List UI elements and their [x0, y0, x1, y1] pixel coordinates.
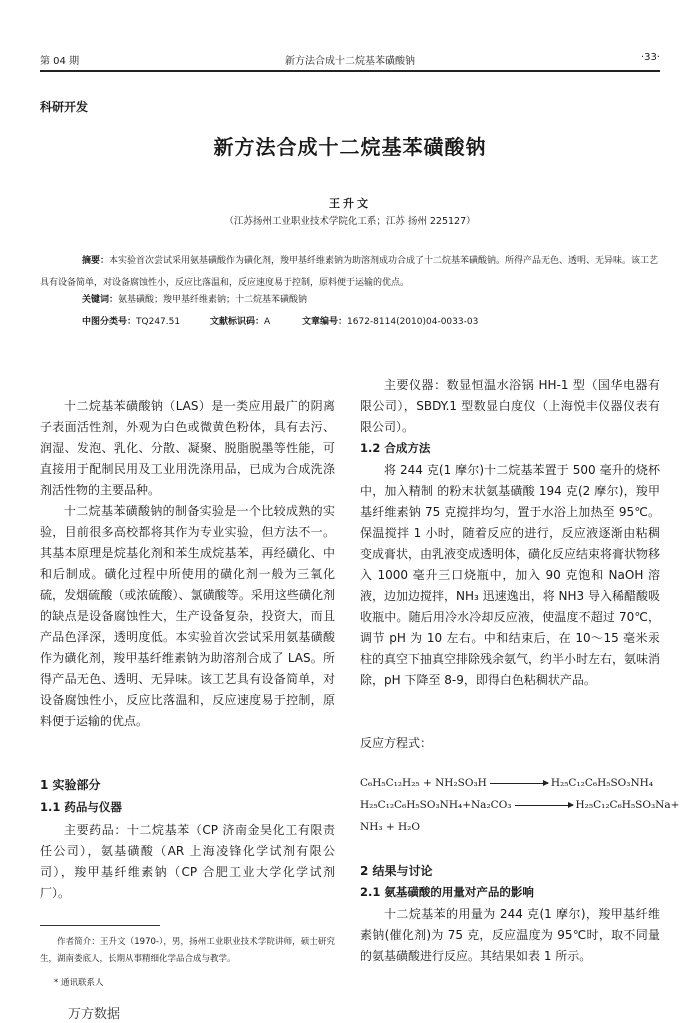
doc-code: 文献标识码：A	[210, 317, 271, 327]
equation-1: C₆H₅C₁₂H₂₅ + NH₂SO₃H H₂₅C₁₂C₆H₅SO₃NH₄	[360, 777, 654, 789]
result-paragraph: 十二烷基苯的用量为 244 克(1 摩尔)，羧甲基纤维素钠(催化剂)为 75 克，反应温度为 95℃时，取不同量的氨基磺酸进行反应。其结果如表 1 所示。	[360, 907, 660, 963]
left-column	[40, 396, 335, 732]
section-2-1-heading: 2.1 氨基磺酸的用量对产品的影响	[360, 885, 534, 899]
section-2-heading: 2 结果与讨论	[360, 864, 433, 878]
article-title: 新方法合成十二烷基苯磺酸钠	[213, 135, 487, 159]
author-name: 王升文	[329, 197, 371, 210]
section-1-2-heading: 1.2 合成方法	[360, 441, 431, 455]
issue-number: 第 04 期	[40, 56, 80, 67]
keywords	[82, 292, 660, 305]
running-header	[40, 52, 660, 72]
instruments-paragraph: 主要仪器：数显恒温水浴锅 HH-1 型（国华电器有限公司），SBDY.1 型数显白度仪（上海悦丰仪器仪表有限公司）。	[360, 378, 660, 434]
clc-code: 中图分类号：TQ247.51	[82, 317, 181, 327]
section-1-heading: 1 实验部分	[40, 778, 101, 792]
section-tag: 科研开发	[40, 100, 89, 114]
equation-label: 反应方程式：	[360, 736, 433, 750]
keywords-text: 氨基磺酸；羧甲基纤维素钠；十二烷基苯磺酸钠	[118, 295, 308, 305]
section-1-1-heading: 1.1 药品与仪器	[40, 800, 122, 814]
reaction-arrow-icon	[490, 783, 548, 784]
running-title: 新方法合成十二烷基苯磺酸钠	[285, 56, 415, 67]
equation-2: H₂₅C₁₂C₆H₅SO₃NH₄+Na₂CO₃ H₂₅C₁₂C₆H₅SO₃Na+	[360, 799, 680, 811]
intro-paragraph-2: 十二烷基苯磺酸钠的制备实验是一个比较成熟的实验，目前很多高校都将其作为专业实验，但方法不一。其基本原理是烷基化剂和苯生成烷基苯，再经磺化、中和后制成。磺化过程中所使用的磺化剂一般为三氧化硫，发烟硫酸（或浓硫酸）、氯磺酸等。采用这些磺化剂的缺点是设备腐蚀性大，生产设备复杂，投资大，而且产品色泽深，透明度低。本实验首次尝试采用氨基磺酸作为磺化剂，羧甲基纤维素钠为助溶剂合成了 LAS。所得产品无色、透明、无异味。该工艺具有设备简单，对设备腐蚀性小，反应比落温和，反应速度易于控制，原料便于运输的优点。	[40, 504, 335, 728]
author-affiliation: （江苏扬州工业职业技术学院化工系；江苏 扬州 225127）	[224, 216, 476, 227]
page-number: ·33·	[640, 52, 660, 63]
reaction-arrow-icon	[515, 805, 573, 806]
equation-2-continuation: NH₃ + H₂O	[360, 821, 421, 833]
abstract-label: 摘要：	[82, 256, 110, 266]
article-number: 文章编号：1672-8114(2010)04-0033-03	[302, 317, 479, 327]
footnote-rule	[40, 925, 160, 926]
intro-paragraph-1: 十二烷基苯磺酸钠（LAS）是一类应用最广的阴离子表面活性剂，外观为白色或微黄色粉体，具有去污、润湿、发泡、乳化、分散、凝聚、脱脂脱墨等性能，可直接用于配制民用及工业用洗涤用品，已成为合成洗涤剂活性物的主要品种。	[40, 399, 335, 497]
abstract-text: 本实验首次尝试采用氨基磺酸作为磺化剂，羧甲基纤维素钠为助溶剂成功合成了十二烷基苯磺酸钠。所得产品无色、透明、无异味。该工艺具有设备简单，对设备腐蚀性小，反应比落温和，反应速度易于控制，原料便于运输的优点。	[40, 256, 659, 288]
contact-footnote: * 通讯联系人	[54, 978, 104, 988]
watermark: 万方数据	[68, 1007, 121, 1022]
keywords-label: 关键词：	[82, 295, 119, 305]
method-paragraph: 将 244 克(1 摩尔)十二烷基苯置于 500 毫升的烧杯中，加入精制 的粉末状氨基磺酸 194 克(2 摩尔)，羧甲基纤维素钠 75 克搅拌均匀，置于水浴上加热至 95℃。保温搅拌 1 小时，随着反应的进行，反应液逐渐由粘稠变成膏状，由乳液变成透明体，磺化反应结束将膏状物移入 1000 毫升三口烧瓶中，加入 90 克饱和 NaOH 溶液，边加边搅拌，NH₃ 迅速逸出，将 NH3 导入稀醋酸吸收瓶中。随后用冷水冷却反应液，使温度不超过 70℃，调节 pH 为 10 左右。中和结束后，在 10～15 毫米汞柱的真空下抽真空排除残余氨气，约半小时左右，氨味消除，pH 下降至 8-9，即得白色粘稠状产品。	[360, 463, 661, 687]
abstract	[40, 250, 660, 294]
author-footnote: 作者简介：王升文（1970-），男，扬州工业职业技术学院讲师，硕士研究生，湖南娄底人，长期从事精细化学品合成与教学。	[40, 937, 335, 964]
drugs-paragraph: 主要药品：十二烷基苯（CP 济南金昊化工有限责任公司），氨基磺酸（AR 上海凌锋化学试剂有限公司），羧甲基纤维素钠（CP 合肥工业大学化学试剂厂）。	[40, 823, 335, 900]
